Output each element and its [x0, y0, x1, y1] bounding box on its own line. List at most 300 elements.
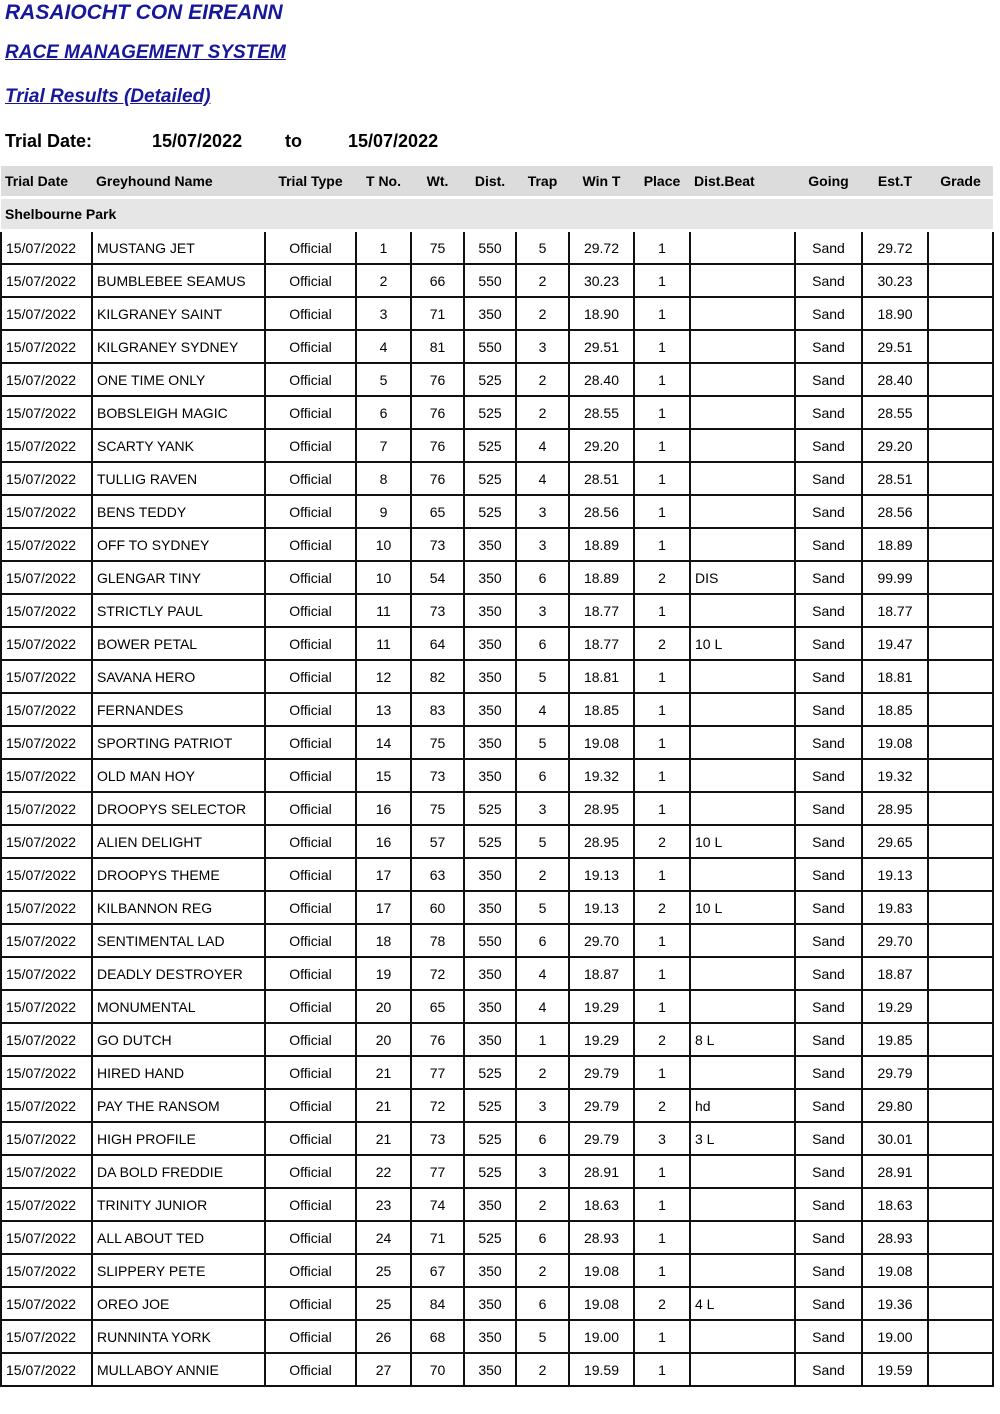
trial-date-cell: 15/07/2022: [1, 627, 92, 660]
dist-beat-cell: [690, 1221, 795, 1254]
distance-cell: 550: [464, 231, 516, 265]
est-time-cell: 19.08: [862, 1254, 928, 1287]
trap-cell: 4: [516, 693, 569, 726]
weight-cell: 76: [411, 429, 464, 462]
trap-cell: 2: [516, 264, 569, 297]
trial-no-cell: 4: [356, 330, 411, 363]
grade-cell: [928, 231, 993, 265]
trial-no-cell: 22: [356, 1155, 411, 1188]
greyhound-name-cell: BENS TEDDY: [92, 495, 265, 528]
distance-cell: 525: [464, 1221, 516, 1254]
greyhound-name-cell: SCARTY YANK: [92, 429, 265, 462]
table-row: [1, 792, 993, 825]
table-row: [1, 429, 993, 462]
trial-type-cell: Official: [265, 990, 356, 1023]
trial-type-cell: Official: [265, 429, 356, 462]
greyhound-name-cell: KILGRANEY SAINT: [92, 297, 265, 330]
trial-type-cell: Official: [265, 1221, 356, 1254]
table-row: [1, 1122, 993, 1155]
trial-type-cell: Official: [265, 363, 356, 396]
trap-cell: 2: [516, 1188, 569, 1221]
dist-beat-cell: [690, 858, 795, 891]
distance-cell: 350: [464, 957, 516, 990]
weight-cell: 81: [411, 330, 464, 363]
trial-no-cell: 20: [356, 990, 411, 1023]
trial-date-cell: 15/07/2022: [1, 1089, 92, 1122]
place-cell: 1: [634, 1188, 690, 1221]
going-cell: Sand: [795, 1056, 862, 1089]
going-cell: Sand: [795, 462, 862, 495]
greyhound-name-cell: HIRED HAND: [92, 1056, 265, 1089]
going-cell: Sand: [795, 660, 862, 693]
going-cell: Sand: [795, 1023, 862, 1056]
weight-cell: 73: [411, 1122, 464, 1155]
trial-date-range: [5, 128, 995, 154]
trap-cell: 3: [516, 1155, 569, 1188]
grade-cell: [928, 1155, 993, 1188]
trial-type-cell: Official: [265, 1188, 356, 1221]
trial-date-cell: 15/07/2022: [1, 1188, 92, 1221]
trial-type-cell: Official: [265, 528, 356, 561]
table-row: [1, 693, 993, 726]
going-cell: Sand: [795, 759, 862, 792]
trap-cell: 5: [516, 726, 569, 759]
weight-cell: 77: [411, 1056, 464, 1089]
table-row: [1, 330, 993, 363]
distance-cell: 350: [464, 1287, 516, 1320]
place-cell: 1: [634, 792, 690, 825]
table-row: [1, 528, 993, 561]
trial-no-cell: 10: [356, 561, 411, 594]
organisation-name: RASAIOCHT CON EIREANN: [5, 1, 283, 24]
est-time-cell: 19.83: [862, 891, 928, 924]
trial-date-label: Trial Date:: [5, 131, 93, 151]
win-time-cell: 19.08: [569, 726, 634, 759]
trap-cell: 6: [516, 561, 569, 594]
weight-cell: 60: [411, 891, 464, 924]
going-cell: Sand: [795, 825, 862, 858]
weight-cell: 76: [411, 1023, 464, 1056]
greyhound-name-cell: DEADLY DESTROYER: [92, 957, 265, 990]
win-time-cell: 28.91: [569, 1155, 634, 1188]
table-row: [1, 462, 993, 495]
trial-date-cell: 15/07/2022: [1, 297, 92, 330]
going-cell: Sand: [795, 561, 862, 594]
trial-type-cell: Official: [265, 726, 356, 759]
trial-type-cell: Official: [265, 1023, 356, 1056]
trial-no-cell: 8: [356, 462, 411, 495]
grade-cell: [928, 792, 993, 825]
going-cell: Sand: [795, 1353, 862, 1386]
win-time-cell: 18.81: [569, 660, 634, 693]
trial-date-cell: 15/07/2022: [1, 363, 92, 396]
place-cell: 1: [634, 429, 690, 462]
place-cell: 1: [634, 1254, 690, 1287]
dist-beat-cell: [690, 396, 795, 429]
est-time-cell: 19.32: [862, 759, 928, 792]
trial-date-cell: 15/07/2022: [1, 825, 92, 858]
trial-date-cell: 15/07/2022: [1, 1023, 92, 1056]
grade-cell: [928, 660, 993, 693]
est-time-cell: 30.01: [862, 1122, 928, 1155]
est-time-cell: 19.13: [862, 858, 928, 891]
going-cell: Sand: [795, 627, 862, 660]
trial-no-cell: 24: [356, 1221, 411, 1254]
win-time-cell: 19.13: [569, 891, 634, 924]
trial-date-cell: 15/07/2022: [1, 429, 92, 462]
trap-cell: 6: [516, 627, 569, 660]
win-time-cell: 28.51: [569, 462, 634, 495]
trial-date-cell: 15/07/2022: [1, 1287, 92, 1320]
weight-cell: 63: [411, 858, 464, 891]
table-row: [1, 990, 993, 1023]
trial-type-cell: Official: [265, 660, 356, 693]
table-header-row: [1, 166, 993, 198]
going-cell: Sand: [795, 1122, 862, 1155]
distance-cell: 525: [464, 1122, 516, 1155]
trial-no-cell: 11: [356, 627, 411, 660]
weight-cell: 54: [411, 561, 464, 594]
trial-type-cell: Official: [265, 1254, 356, 1287]
place-cell: 1: [634, 1056, 690, 1089]
trap-cell: 5: [516, 660, 569, 693]
table-row: [1, 495, 993, 528]
distance-cell: 350: [464, 693, 516, 726]
weight-cell: 72: [411, 957, 464, 990]
trap-cell: 4: [516, 957, 569, 990]
table-row: [1, 1320, 993, 1353]
trial-date-cell: 15/07/2022: [1, 1254, 92, 1287]
going-cell: Sand: [795, 891, 862, 924]
table-row: [1, 1221, 993, 1254]
trial-type-cell: Official: [265, 561, 356, 594]
grade-cell: [928, 627, 993, 660]
dist-beat-cell: 4 L: [690, 1287, 795, 1320]
win-time-cell: 28.93: [569, 1221, 634, 1254]
distance-cell: 350: [464, 891, 516, 924]
place-cell: 1: [634, 726, 690, 759]
dist-beat-cell: [690, 726, 795, 759]
dist-beat-cell: 8 L: [690, 1023, 795, 1056]
place-cell: 3: [634, 1122, 690, 1155]
win-time-cell: 29.70: [569, 924, 634, 957]
trap-cell: 3: [516, 330, 569, 363]
trial-no-cell: 9: [356, 495, 411, 528]
place-cell: 1: [634, 924, 690, 957]
trial-type-cell: Official: [265, 924, 356, 957]
place-cell: 2: [634, 561, 690, 594]
place-cell: 1: [634, 990, 690, 1023]
going-cell: Sand: [795, 264, 862, 297]
trial-no-cell: 25: [356, 1254, 411, 1287]
greyhound-name-cell: MULLABOY ANNIE: [92, 1353, 265, 1386]
win-time-cell: 18.90: [569, 297, 634, 330]
trap-cell: 6: [516, 1221, 569, 1254]
est-time-cell: 29.65: [862, 825, 928, 858]
dist-beat-cell: 10 L: [690, 891, 795, 924]
table-row: [1, 264, 993, 297]
win-time-cell: 19.08: [569, 1254, 634, 1287]
grade-cell: [928, 297, 993, 330]
column-header-grade: Grade: [928, 166, 993, 198]
track-row: [1, 198, 993, 231]
est-time-cell: 28.91: [862, 1155, 928, 1188]
grade-cell: [928, 264, 993, 297]
trap-cell: 6: [516, 759, 569, 792]
weight-cell: 78: [411, 924, 464, 957]
date-to: 15/07/2022: [348, 131, 439, 151]
table-row: [1, 1056, 993, 1089]
trial-no-cell: 5: [356, 363, 411, 396]
going-cell: Sand: [795, 990, 862, 1023]
est-time-cell: 18.89: [862, 528, 928, 561]
greyhound-name-cell: GLENGAR TINY: [92, 561, 265, 594]
dist-beat-cell: [690, 1353, 795, 1386]
place-cell: 1: [634, 1155, 690, 1188]
weight-cell: 68: [411, 1320, 464, 1353]
column-header-place: Place: [634, 166, 690, 198]
dist-beat-cell: 3 L: [690, 1122, 795, 1155]
distance-cell: 350: [464, 759, 516, 792]
trap-cell: 3: [516, 1089, 569, 1122]
trial-type-cell: Official: [265, 594, 356, 627]
trap-cell: 4: [516, 462, 569, 495]
grade-cell: [928, 561, 993, 594]
distance-cell: 350: [464, 1023, 516, 1056]
trial-date-cell: 15/07/2022: [1, 858, 92, 891]
est-time-cell: 28.95: [862, 792, 928, 825]
weight-cell: 76: [411, 462, 464, 495]
win-time-cell: 18.77: [569, 627, 634, 660]
going-cell: Sand: [795, 726, 862, 759]
trial-no-cell: 17: [356, 858, 411, 891]
weight-cell: 75: [411, 231, 464, 265]
report-header: [5, 0, 995, 166]
trap-cell: 2: [516, 363, 569, 396]
column-header-trial-no: T No.: [356, 166, 411, 198]
weight-cell: 67: [411, 1254, 464, 1287]
going-cell: Sand: [795, 1155, 862, 1188]
dist-beat-cell: [690, 363, 795, 396]
greyhound-name-cell: DROOPYS THEME: [92, 858, 265, 891]
weight-cell: 65: [411, 990, 464, 1023]
weight-cell: 75: [411, 792, 464, 825]
distance-cell: 350: [464, 627, 516, 660]
place-cell: 1: [634, 594, 690, 627]
trial-no-cell: 25: [356, 1287, 411, 1320]
trial-type-cell: Official: [265, 1122, 356, 1155]
weight-cell: 73: [411, 594, 464, 627]
trial-type-cell: Official: [265, 957, 356, 990]
grade-cell: [928, 1056, 993, 1089]
trial-no-cell: 3: [356, 297, 411, 330]
table-row: [1, 924, 993, 957]
report-title: Trial Results (Detailed): [5, 86, 211, 107]
greyhound-name-cell: DROOPYS SELECTOR: [92, 792, 265, 825]
going-cell: Sand: [795, 1320, 862, 1353]
grade-cell: [928, 693, 993, 726]
trial-type-cell: Official: [265, 495, 356, 528]
distance-cell: 350: [464, 660, 516, 693]
trial-date-cell: 15/07/2022: [1, 990, 92, 1023]
dist-beat-cell: [690, 792, 795, 825]
distance-cell: 525: [464, 1056, 516, 1089]
trial-type-cell: Official: [265, 825, 356, 858]
table-row: [1, 1353, 993, 1386]
est-time-cell: 29.70: [862, 924, 928, 957]
trial-date-cell: 15/07/2022: [1, 264, 92, 297]
est-time-cell: 18.87: [862, 957, 928, 990]
win-time-cell: 18.63: [569, 1188, 634, 1221]
grade-cell: [928, 462, 993, 495]
grade-cell: [928, 825, 993, 858]
grade-cell: [928, 396, 993, 429]
trial-no-cell: 20: [356, 1023, 411, 1056]
trial-type-cell: Official: [265, 1287, 356, 1320]
distance-cell: 350: [464, 561, 516, 594]
greyhound-name-cell: SENTIMENTAL LAD: [92, 924, 265, 957]
trial-date-cell: 15/07/2022: [1, 561, 92, 594]
going-cell: Sand: [795, 330, 862, 363]
est-time-cell: 18.81: [862, 660, 928, 693]
trial-date-cell: 15/07/2022: [1, 594, 92, 627]
greyhound-name-cell: OREO JOE: [92, 1287, 265, 1320]
win-time-cell: 28.55: [569, 396, 634, 429]
date-to-label: to: [285, 131, 302, 151]
dist-beat-cell: [690, 462, 795, 495]
place-cell: 1: [634, 528, 690, 561]
grade-cell: [928, 429, 993, 462]
table-row: [1, 627, 993, 660]
dist-beat-cell: [690, 1056, 795, 1089]
trap-cell: 2: [516, 396, 569, 429]
distance-cell: 350: [464, 1188, 516, 1221]
distance-cell: 350: [464, 990, 516, 1023]
est-time-cell: 28.51: [862, 462, 928, 495]
table-row: [1, 1287, 993, 1320]
trial-date-cell: 15/07/2022: [1, 231, 92, 265]
greyhound-name-cell: SAVANA HERO: [92, 660, 265, 693]
win-time-cell: 29.20: [569, 429, 634, 462]
dist-beat-cell: [690, 264, 795, 297]
trial-date-cell: 15/07/2022: [1, 330, 92, 363]
greyhound-name-cell: STRICTLY PAUL: [92, 594, 265, 627]
weight-cell: 83: [411, 693, 464, 726]
est-time-cell: 19.47: [862, 627, 928, 660]
win-time-cell: 19.59: [569, 1353, 634, 1386]
dist-beat-cell: [690, 429, 795, 462]
trap-cell: 4: [516, 429, 569, 462]
win-time-cell: 19.13: [569, 858, 634, 891]
trial-no-cell: 21: [356, 1122, 411, 1155]
greyhound-name-cell: GO DUTCH: [92, 1023, 265, 1056]
dist-beat-cell: [690, 759, 795, 792]
weight-cell: 74: [411, 1188, 464, 1221]
weight-cell: 77: [411, 1155, 464, 1188]
trial-type-cell: Official: [265, 231, 356, 265]
trap-cell: 4: [516, 990, 569, 1023]
column-header-trial-date: Trial Date: [1, 166, 92, 198]
grade-cell: [928, 330, 993, 363]
trial-no-cell: 21: [356, 1056, 411, 1089]
trial-no-cell: 12: [356, 660, 411, 693]
greyhound-name-cell: ALL ABOUT TED: [92, 1221, 265, 1254]
dist-beat-cell: 10 L: [690, 825, 795, 858]
grade-cell: [928, 1320, 993, 1353]
win-time-cell: 19.29: [569, 990, 634, 1023]
trap-cell: 1: [516, 1023, 569, 1056]
trial-type-cell: Official: [265, 759, 356, 792]
win-time-cell: 28.95: [569, 792, 634, 825]
trial-date-cell: 15/07/2022: [1, 1155, 92, 1188]
table-row: [1, 231, 993, 265]
trap-cell: 2: [516, 1056, 569, 1089]
greyhound-name-cell: OLD MAN HOY: [92, 759, 265, 792]
greyhound-name-cell: ALIEN DELIGHT: [92, 825, 265, 858]
place-cell: 2: [634, 1023, 690, 1056]
win-time-cell: 19.00: [569, 1320, 634, 1353]
column-header-going: Going: [795, 166, 862, 198]
distance-cell: 350: [464, 726, 516, 759]
going-cell: Sand: [795, 231, 862, 265]
place-cell: 1: [634, 1221, 690, 1254]
dist-beat-cell: [690, 330, 795, 363]
greyhound-name-cell: BUMBLEBEE SEAMUS: [92, 264, 265, 297]
dist-beat-cell: [690, 693, 795, 726]
grade-cell: [928, 990, 993, 1023]
est-time-cell: 19.36: [862, 1287, 928, 1320]
win-time-cell: 18.87: [569, 957, 634, 990]
grade-cell: [928, 495, 993, 528]
greyhound-name-cell: FERNANDES: [92, 693, 265, 726]
trial-no-cell: 18: [356, 924, 411, 957]
distance-cell: 525: [464, 825, 516, 858]
grade-cell: [928, 924, 993, 957]
going-cell: Sand: [795, 693, 862, 726]
going-cell: Sand: [795, 1221, 862, 1254]
win-time-cell: 28.95: [569, 825, 634, 858]
dist-beat-cell: [690, 1155, 795, 1188]
win-time-cell: 28.40: [569, 363, 634, 396]
trap-cell: 5: [516, 891, 569, 924]
place-cell: 1: [634, 462, 690, 495]
dist-beat-cell: [690, 1320, 795, 1353]
est-time-cell: 29.80: [862, 1089, 928, 1122]
weight-cell: 82: [411, 660, 464, 693]
grade-cell: [928, 1188, 993, 1221]
weight-cell: 66: [411, 264, 464, 297]
trap-cell: 2: [516, 1254, 569, 1287]
trial-date-cell: 15/07/2022: [1, 693, 92, 726]
table-row: [1, 1254, 993, 1287]
win-time-cell: 19.32: [569, 759, 634, 792]
table-row: [1, 858, 993, 891]
going-cell: Sand: [795, 1188, 862, 1221]
table-row: [1, 1155, 993, 1188]
est-time-cell: 19.59: [862, 1353, 928, 1386]
trap-cell: 2: [516, 858, 569, 891]
trial-date-cell: 15/07/2022: [1, 726, 92, 759]
est-time-cell: 29.20: [862, 429, 928, 462]
going-cell: Sand: [795, 792, 862, 825]
weight-cell: 76: [411, 363, 464, 396]
dist-beat-cell: [690, 1254, 795, 1287]
weight-cell: 71: [411, 297, 464, 330]
win-time-cell: 29.79: [569, 1122, 634, 1155]
trap-cell: 6: [516, 1122, 569, 1155]
trial-no-cell: 21: [356, 1089, 411, 1122]
dist-beat-cell: hd: [690, 1089, 795, 1122]
